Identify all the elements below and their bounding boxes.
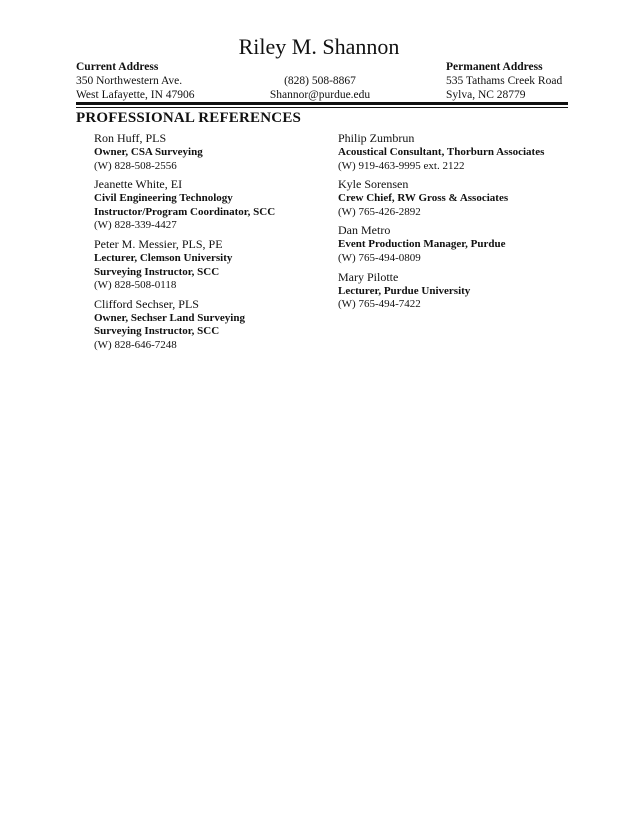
- reference-title: Instructor/Program Coordinator, SCC: [94, 205, 276, 218]
- reference-title: Lecturer, Clemson University: [94, 251, 233, 264]
- reference-phone: (W) 765-426-2892: [338, 205, 421, 218]
- references-left-column: [94, 131, 324, 357]
- permanent-address-line1: 535 Tathams Creek Road: [446, 75, 563, 87]
- reference-entry: [338, 223, 578, 265]
- reference-title: Owner, Sechser Land Surveying: [94, 311, 245, 324]
- reference-phone: (W) 828-508-2556: [94, 159, 177, 172]
- reference-name: Philip Zumbrun: [338, 131, 415, 145]
- permanent-address: [446, 60, 562, 102]
- reference-name: Peter M. Messier, PLS, PE: [94, 236, 223, 251]
- reference-entry: [94, 177, 324, 233]
- reference-title: Civil Engineering Technology: [94, 192, 233, 205]
- current-address-line2: West Lafayette, IN 47906: [76, 89, 195, 101]
- section-title: PROFESSIONAL REFERENCES: [76, 110, 302, 126]
- permanent-address-line2: Sylva, NC 28779: [446, 89, 526, 101]
- reference-name: Ron Huff, PLS: [94, 131, 167, 145]
- header-divider-thick: [76, 102, 568, 105]
- reference-phone: (W) 919-463-9995 ext. 2122: [338, 159, 465, 172]
- header-divider-thin: [76, 107, 568, 108]
- reference-title: Lecturer, Purdue University: [338, 284, 471, 297]
- reference-entry: [94, 237, 324, 293]
- current-address-label: Current Address: [76, 61, 159, 73]
- reference-phone: (W) 828-646-7248: [94, 338, 177, 351]
- current-address: [76, 60, 195, 102]
- email-address: Shannor@purdue.edu: [269, 89, 371, 101]
- reference-entry: [338, 270, 578, 312]
- reference-phone: (W) 828-508-0118: [94, 279, 177, 292]
- reference-phone: (W) 828-339-4427: [94, 219, 177, 232]
- reference-entry: [338, 131, 578, 173]
- reference-name: Dan Metro: [338, 223, 391, 238]
- reference-name: Jeanette White, EI: [94, 177, 183, 192]
- reference-title: Crew Chief, RW Gross & Associates: [338, 192, 509, 205]
- contact-info: [260, 74, 380, 102]
- reference-entry: [94, 131, 324, 173]
- current-address-line1: 350 Northwestern Ave.: [76, 75, 183, 87]
- reference-entry: [338, 177, 578, 219]
- reference-phone: (W) 765-494-7422: [338, 298, 421, 311]
- phone-number: (828) 508-8867: [284, 75, 356, 87]
- reference-title: Acoustical Consultant, Thorburn Associates: [338, 146, 545, 158]
- permanent-address-label: Permanent Address: [446, 61, 543, 73]
- reference-name: Kyle Sorensen: [338, 177, 409, 192]
- reference-title: Event Production Manager, Purdue: [338, 238, 506, 251]
- reference-title: Surveying Instructor, SCC: [94, 325, 220, 338]
- reference-title: Owner, CSA Surveying: [94, 146, 203, 158]
- reference-name: Mary Pilotte: [338, 269, 399, 284]
- resume-name: Riley M. Shannon: [238, 34, 400, 59]
- reference-title: Surveying Instructor, SCC: [94, 265, 220, 278]
- reference-entry: [94, 297, 324, 353]
- references-right-column: [338, 131, 578, 316]
- reference-name: Clifford Sechser, PLS: [94, 296, 199, 311]
- reference-phone: (W) 765-494-0809: [338, 251, 421, 264]
